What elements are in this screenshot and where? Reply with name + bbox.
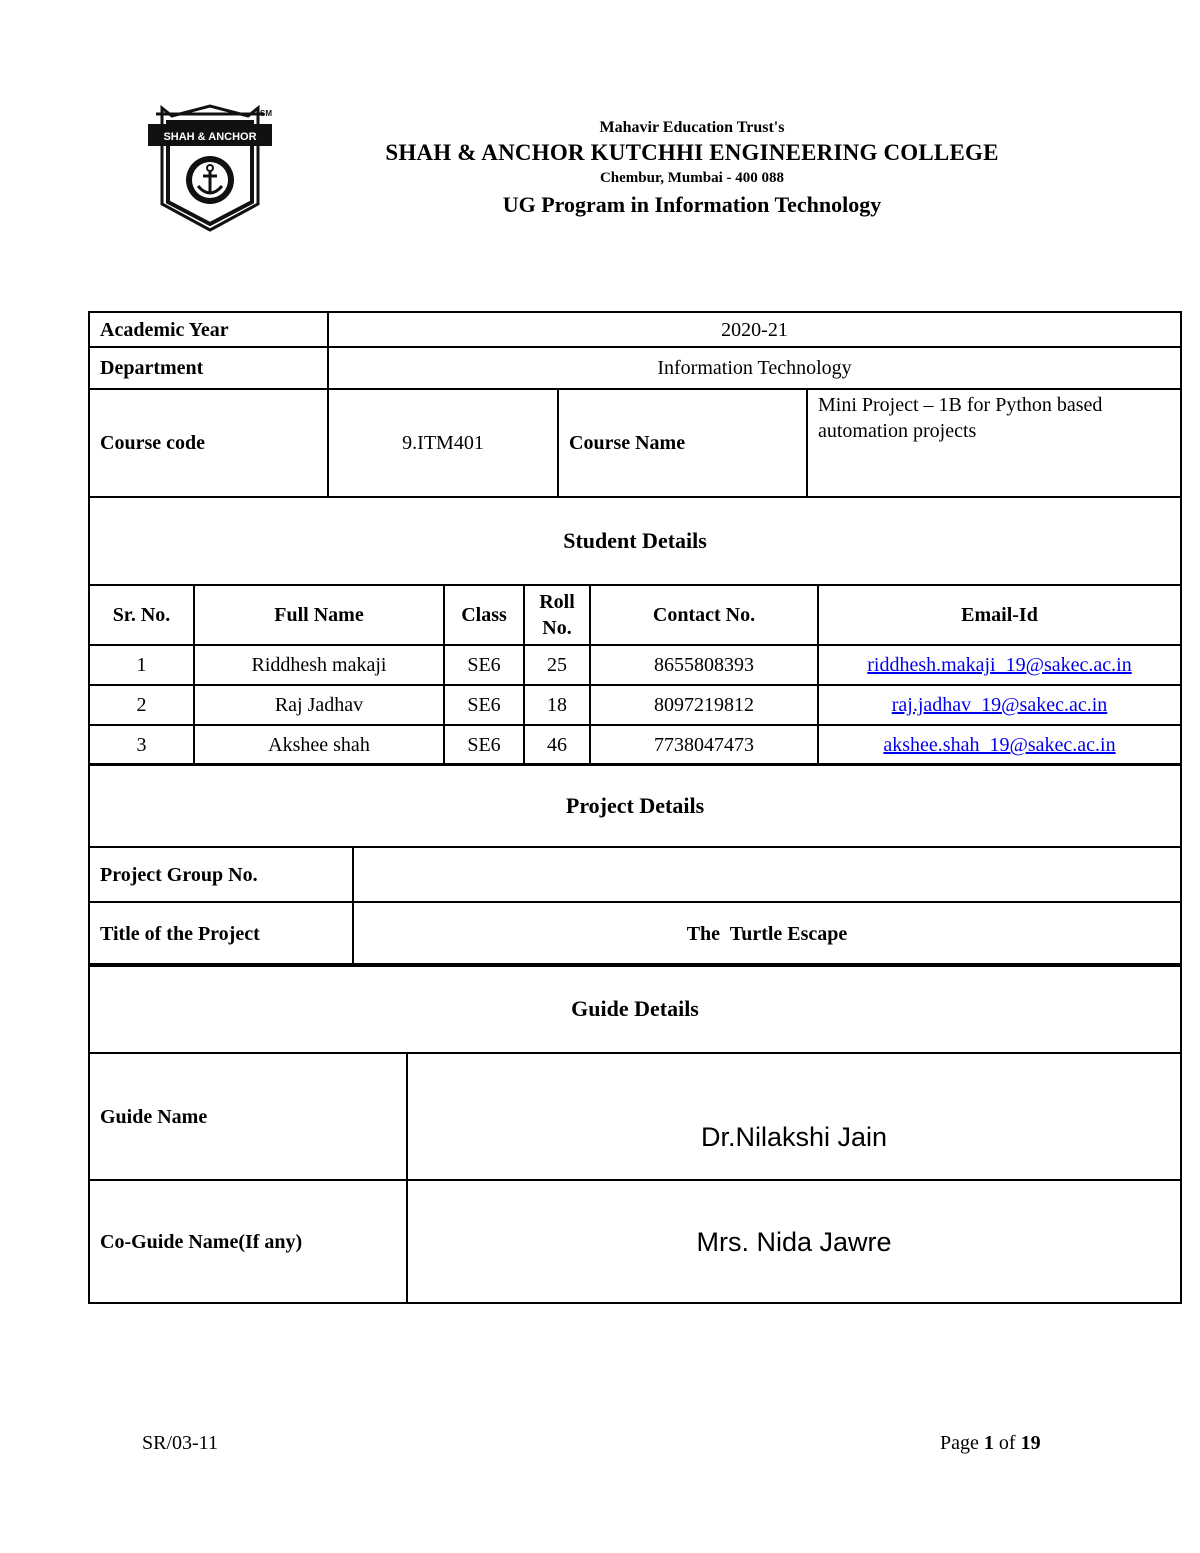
project-details-title: Project Details [89,764,1181,847]
students-table [88,584,1182,766]
header-roll-line1: Roll [539,591,575,613]
department-row [89,347,1181,389]
guide-name-value: Dr.Nilakshi Jain [407,1053,1181,1180]
student-details-title: Student Details [89,497,1181,585]
project-title-label: Title of the Project [89,902,353,966]
student-name: Akshee shah [194,725,444,765]
students-header-row [89,585,1181,645]
student-roll: 46 [524,725,590,765]
academic-year-label: Academic Year [89,312,328,347]
header-contact-no: Contact No. [590,585,818,645]
course-row [89,389,1181,497]
document-header [330,118,1054,222]
header-email-id: Email-Id [818,585,1181,645]
academic-year-value: 2020-21 [328,312,1181,347]
student-class: SE6 [444,685,524,725]
project-group-value [353,847,1181,902]
project-title-row [89,902,1181,966]
department-label: Department [89,347,328,389]
course-code-label: Course code [89,389,328,497]
academic-year-row [89,312,1181,347]
course-name-label: Course Name [558,389,807,497]
student-contact: 7738047473 [590,725,818,765]
header-class: Class [444,585,524,645]
project-group-label: Project Group No. [89,847,353,902]
student-class: SE6 [444,645,524,685]
student-contact: 8097219812 [590,685,818,725]
logo-mark: SM [260,109,272,118]
coguide-name-value: Mrs. Nida Jawre [407,1180,1181,1303]
student-email-link[interactable]: riddhesh.makaji_19@sakec.ac.in [867,654,1132,676]
student-name: Riddhesh makaji [194,645,444,685]
header-roll-no [524,585,590,645]
department-value: Information Technology [328,347,1181,389]
course-name-value: Mini Project – 1B for Python based automation projects [807,389,1181,497]
of-word: of [998,1432,1016,1454]
guide-name-row [89,1053,1181,1180]
page-number [940,1432,1041,1455]
shield-icon [148,104,272,234]
project-group-row [89,847,1181,902]
project-details-heading-row [89,764,1181,847]
student-contact: 8655808393 [590,645,818,685]
page-current: 1 [983,1432,994,1454]
student-sr: 3 [89,725,194,765]
college-address: Chembur, Mumbai - 400 088 [599,170,785,186]
student-roll: 25 [524,645,590,685]
page-total: 19 [1020,1432,1041,1454]
student-class: SE6 [444,725,524,765]
coguide-name-label: Co-Guide Name(If any) [89,1180,407,1303]
page-word: Page [940,1432,979,1454]
student-email-cell [818,645,1181,685]
document-code: SR/03-11 [142,1432,218,1454]
student-email-cell [818,685,1181,725]
course-code-value: 9.ITM401 [328,389,558,497]
trust-name: Mahavir Education Trust's [599,119,785,136]
student-email-cell [818,725,1181,765]
student-roll: 18 [524,685,590,725]
table-row [89,725,1181,765]
guide-table [88,963,1182,1304]
course-info-table [88,311,1182,586]
college-name: SHAH & ANCHOR KUTCHHI ENGINEERING COLLEGE [385,140,999,165]
student-email-link[interactable]: raj.jadhav_19@sakec.ac.in [891,694,1108,716]
student-sr: 2 [89,685,194,725]
guide-details-title: Guide Details [89,964,1181,1053]
coguide-name-row [89,1180,1181,1303]
guide-details-heading-row [89,964,1181,1053]
table-row [89,645,1181,685]
project-table [88,763,1182,967]
table-row [89,685,1181,725]
guide-name-label: Guide Name [89,1053,407,1180]
program-name: UG Program in Information Technology [502,192,882,217]
project-title-value: The Turtle Escape [353,902,1181,966]
header-sr-no: Sr. No. [89,585,194,645]
student-sr: 1 [89,645,194,685]
college-logo [148,104,272,234]
student-email-link[interactable]: akshee.shah_19@sakec.ac.in [883,734,1116,756]
student-details-heading-row [89,497,1181,585]
student-name: Raj Jadhav [194,685,444,725]
header-roll-line2: No. [542,617,572,639]
header-full-name: Full Name [194,585,444,645]
logo-text: SHAH & ANCHOR [163,131,257,143]
